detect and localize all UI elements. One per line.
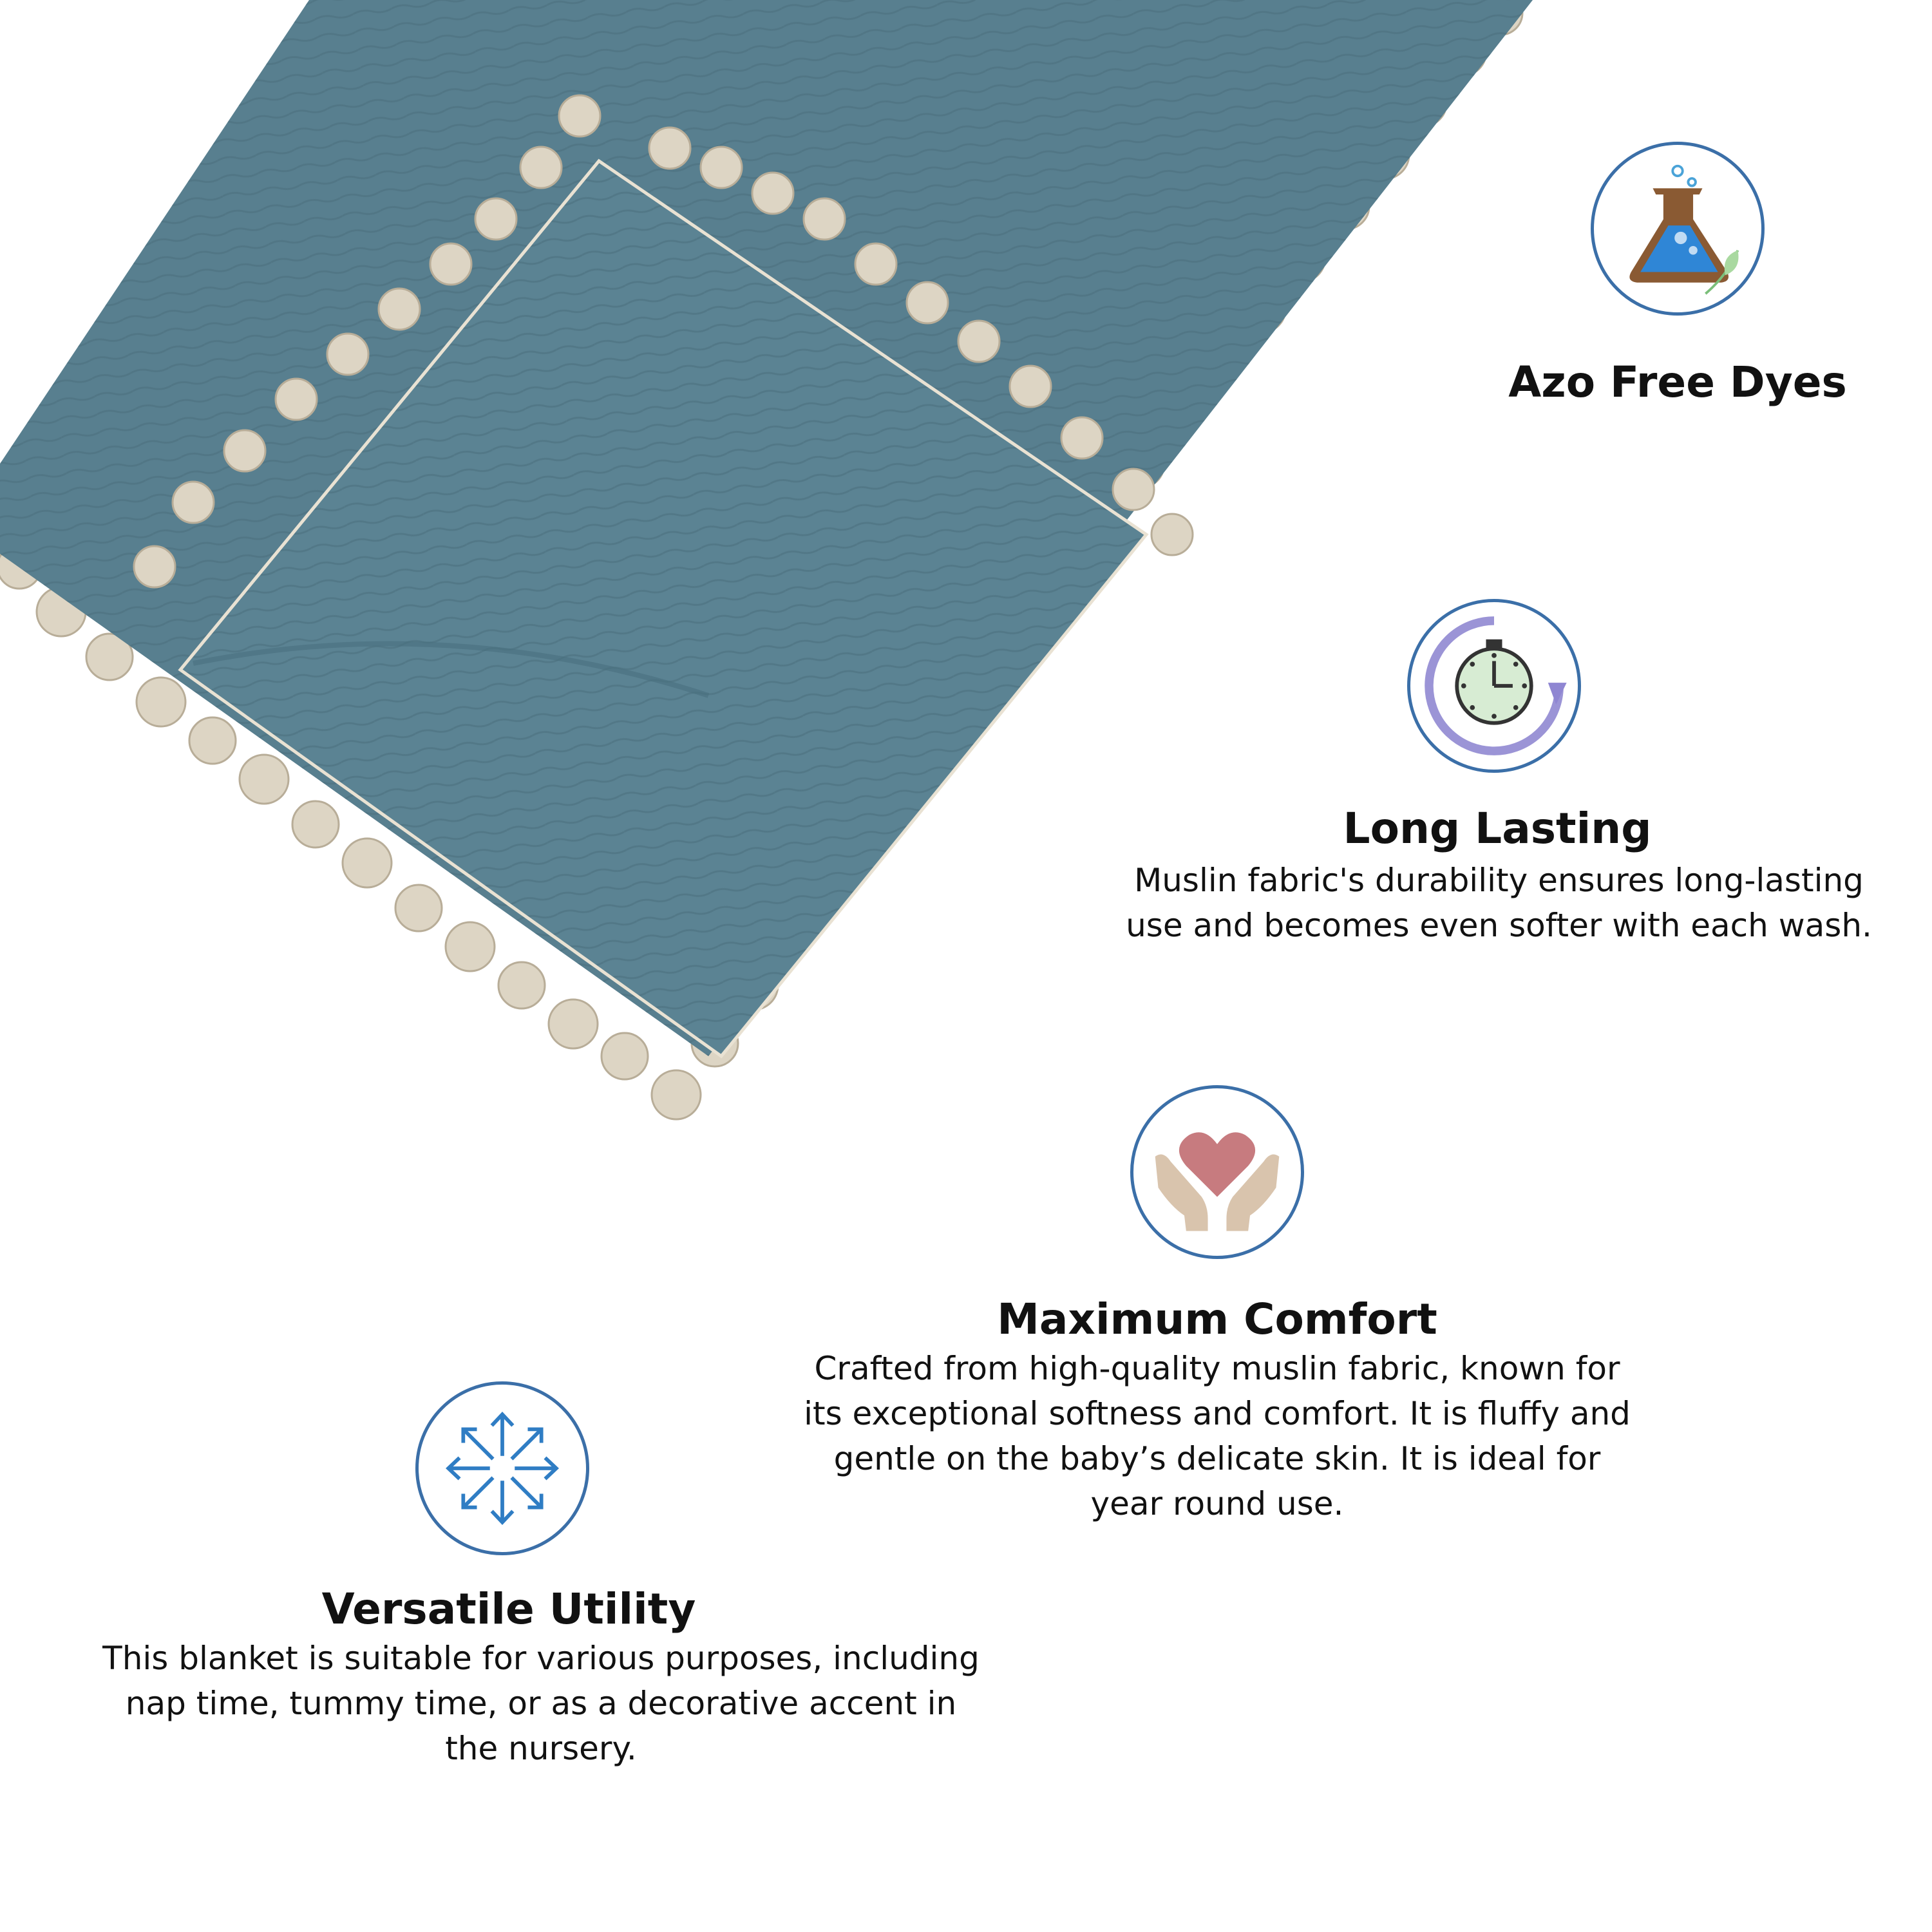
- feature-title: Azo Free Dyes: [1508, 357, 1847, 407]
- feature-description: Muslin fabric's durability ensures long-lasting use and becomes even softer with each wash.: [1126, 862, 1872, 944]
- azo-free-badge: [1591, 142, 1765, 316]
- long-lasting-badge: [1407, 599, 1581, 773]
- feature-title: Long Lasting: [1343, 804, 1652, 853]
- feature-title: Maximum Comfort: [997, 1294, 1437, 1344]
- arrows-burst-icon: [419, 1385, 586, 1552]
- feature-description: Crafted from high-quality muslin fabric, known for its exceptional softness and comfort. It is fluffy and gentle on the baby’s delicate skin. It is ideal for year round use.: [804, 1350, 1631, 1522]
- feature-title: Versatile Utility: [321, 1584, 696, 1634]
- flask-leaf-icon: [1594, 145, 1761, 312]
- versatile-utility-badge: [415, 1381, 589, 1555]
- feature-description: This blanket is suitable for various purposes, including nap time, tummy time, or as a decorative accent in the nursery.: [102, 1640, 980, 1767]
- heart-hands-icon: [1133, 1088, 1301, 1256]
- stopwatch-cycle-icon: [1410, 602, 1578, 770]
- maximum-comfort-badge: [1130, 1085, 1304, 1259]
